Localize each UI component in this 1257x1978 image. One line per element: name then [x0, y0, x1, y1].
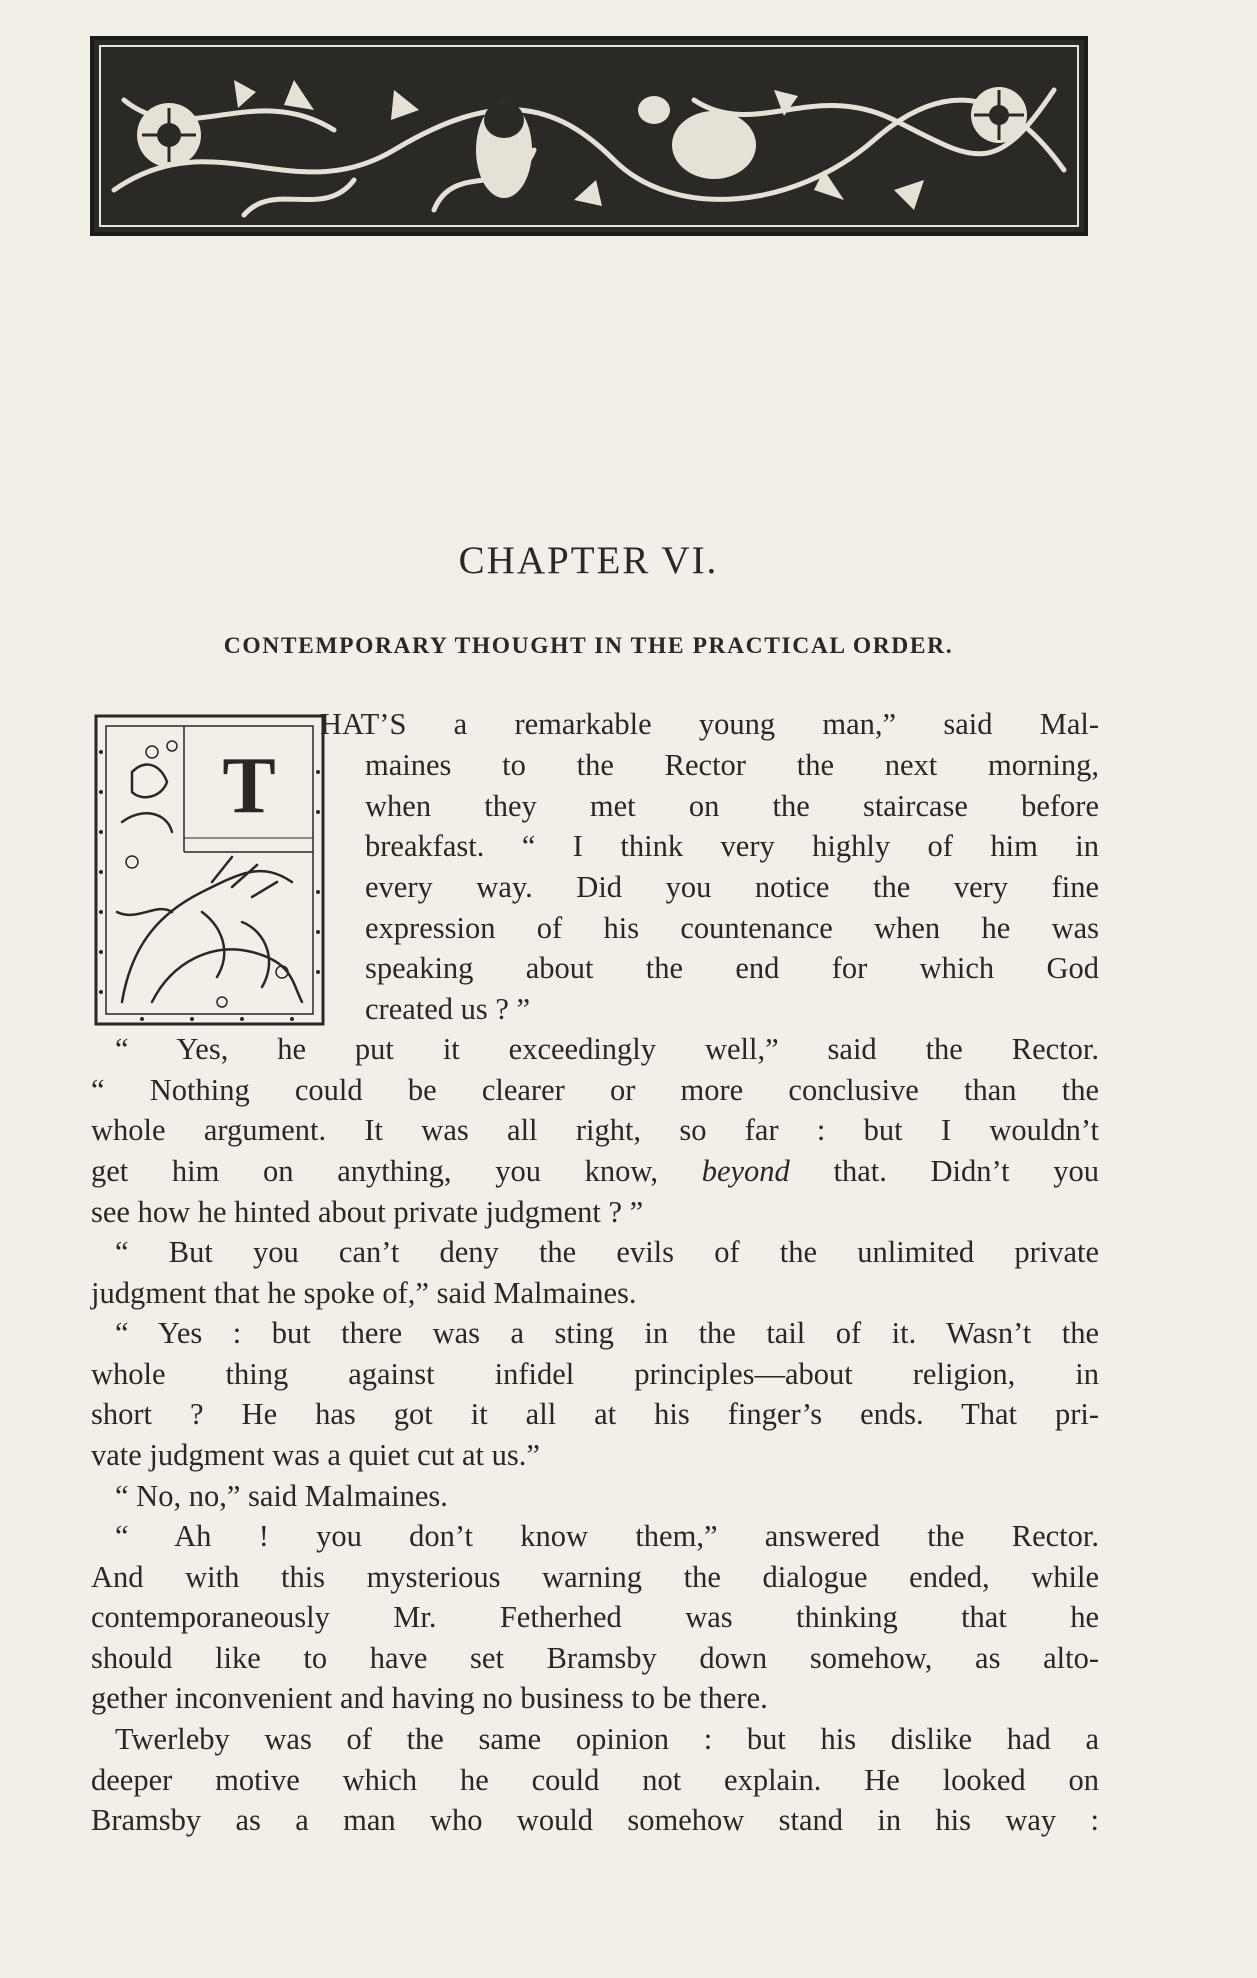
text-line: deeper motive which he could not explain. He looked on — [91, 1763, 1099, 1797]
text-line: whole argument. It was all right, so far : but I wouldn’t — [91, 1113, 1099, 1147]
text-line: speaking about the end for which God — [365, 951, 1099, 985]
chapter-subtitle: CONTEMPORARY THOUGHT IN THE PRACTICAL ORDER. — [223, 633, 954, 659]
text-line: should like to have set Bramsby down somehow, as alto- — [91, 1641, 1099, 1675]
text-line: see how he hinted about private judgment ? ” — [91, 1195, 644, 1229]
drop-cap-initial — [92, 712, 327, 1028]
text-line: “ Nothing could be clearer or more conclusive than the — [91, 1073, 1099, 1107]
text-line: Twerleby was of the same opinion : but his dislike had a — [115, 1722, 1099, 1756]
text-line: every way. Did you notice the very fine — [365, 870, 1099, 904]
text-line: whole thing against infidel principles—about religion, in — [91, 1357, 1099, 1391]
ornamental-headpiece — [90, 36, 1088, 236]
text-line: “ Yes, he put it exceedingly well,” said the Rector. — [115, 1032, 1099, 1066]
text-line: short ? He has got it all at his finger’s ends. That pri- — [91, 1397, 1099, 1431]
decorated-initial-icon — [92, 712, 327, 1028]
text-fragment: get him on anything, you know, — [91, 1154, 659, 1188]
text-line: “ Ah ! you don’t know them,” answered the Rector. — [115, 1519, 1099, 1553]
text-line: HAT’S a remarkable young man,” said Mal- — [320, 707, 1099, 741]
floral-ornament-icon — [94, 40, 1084, 232]
text-line: And with this mysterious warning the dialogue ended, while — [91, 1560, 1099, 1594]
text-line: “ No, no,” said Malmaines. — [115, 1479, 448, 1513]
text-fragment: that. Didn’t you — [833, 1154, 1100, 1188]
text-line: created us ? ” — [365, 992, 531, 1026]
text-line: “ But you can’t deny the evils of the unlimited private — [115, 1235, 1099, 1269]
initial-letter: T — [222, 742, 276, 830]
text-line: breakfast. “ I think very highly of him in — [365, 829, 1099, 863]
text-line: vate judgment was a quiet cut at us.” — [91, 1438, 540, 1472]
emphasized-word: beyond — [701, 1154, 790, 1188]
text-line — [91, 1151, 1099, 1191]
chapter-title: CHAPTER VI. — [458, 539, 719, 582]
text-line: “ Yes : but there was a sting in the tail of it. Wasn’t the — [115, 1316, 1099, 1350]
text-line: expression of his countenance when he was — [365, 911, 1099, 945]
text-line: maines to the Rector the next morning, — [365, 748, 1099, 782]
text-line: when they met on the staircase before — [365, 789, 1099, 823]
text-line: judgment that he spoke of,” said Malmaines. — [91, 1276, 637, 1310]
text-line: contemporaneously Mr. Fetherhed was thinking that he — [91, 1600, 1099, 1634]
text-line: gether inconvenient and having no business to be there. — [91, 1681, 768, 1715]
text-line: Bramsby as a man who would somehow stand in his way : — [91, 1803, 1099, 1837]
